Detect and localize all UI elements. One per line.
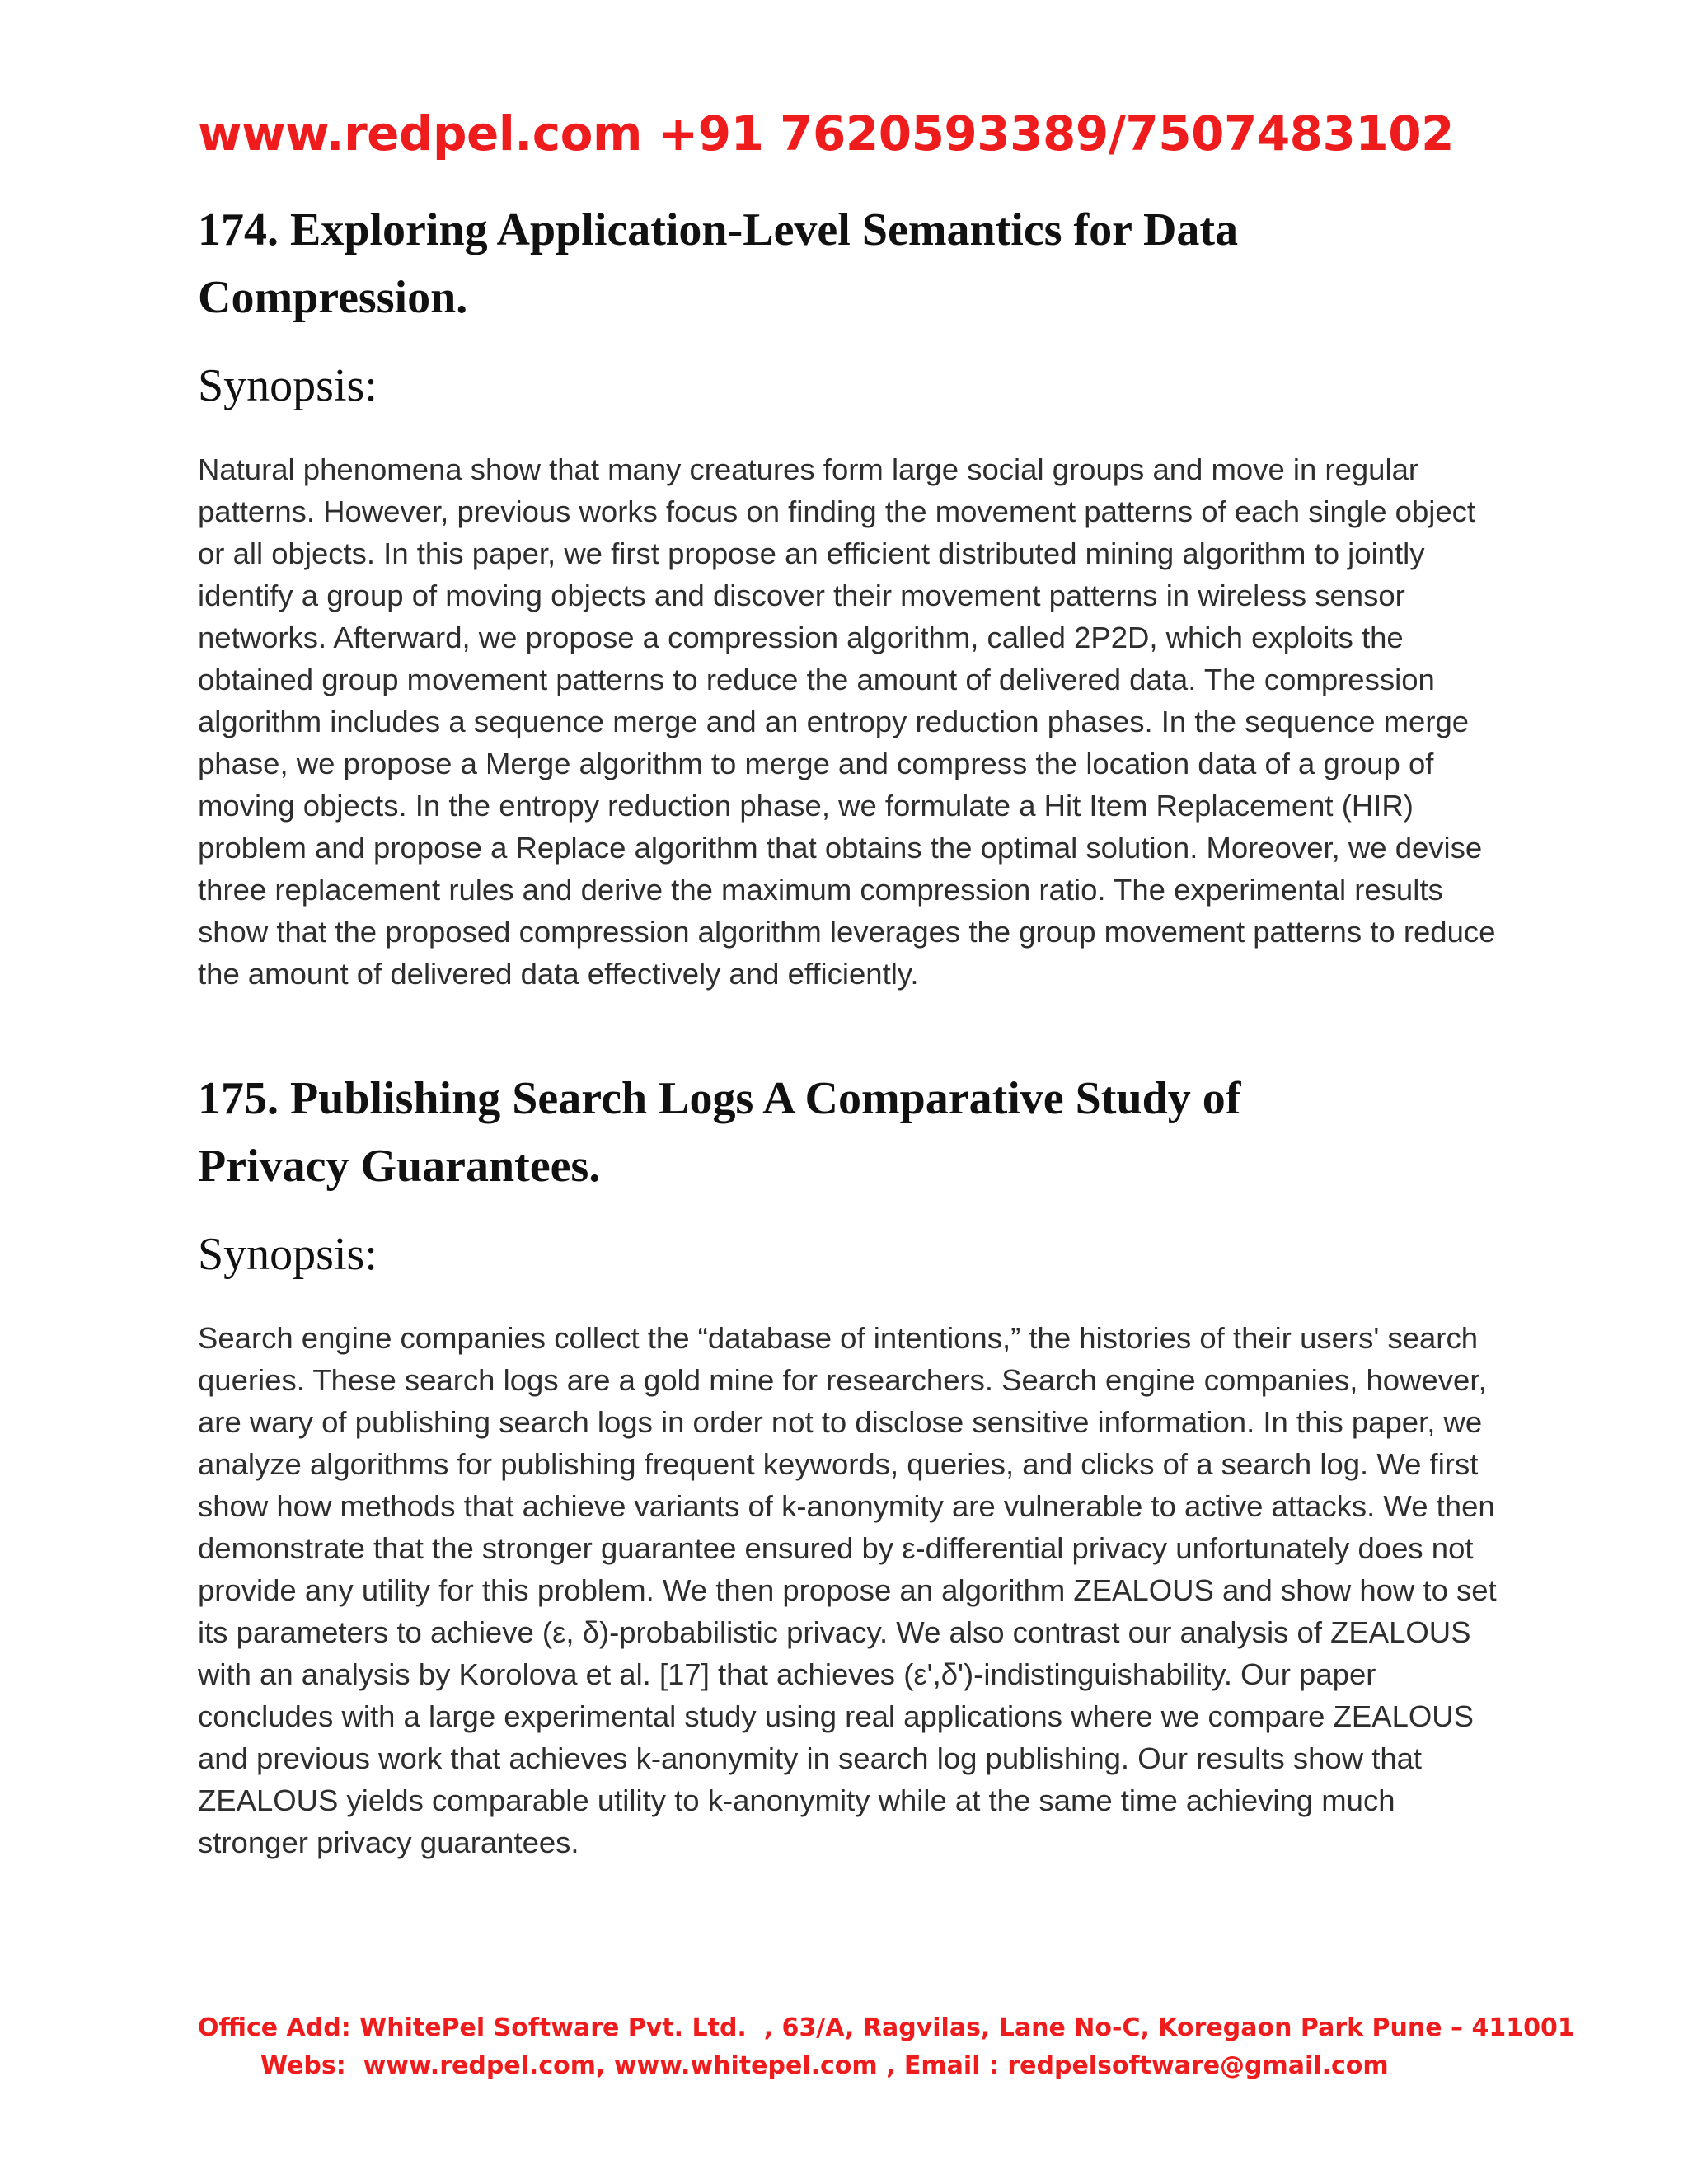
entry-number: 174. <box>198 204 279 255</box>
entry-title <box>198 1065 1500 1200</box>
footer-websites-email: Webs: www.redpel.com, www.whitepel.com , Email : redpelsoftware@gmail.com <box>260 2051 1389 2080</box>
entry-title-line-2: Privacy Guarantees. <box>198 1141 601 1192</box>
header-contact-line: www.redpel.com +91 7620593389/7507483102 <box>198 105 1454 162</box>
entry-175 <box>198 1065 1500 1863</box>
synopsis-label: Synopsis: <box>198 1229 377 1280</box>
footer-office-address: Office Add: WhitePel Software Pvt. Ltd. , 63/A, Ragvilas, Lane No-C, Koregaon Park Pune – 411001 <box>198 2013 1575 2042</box>
synopsis-label: Synopsis: <box>198 360 377 411</box>
entry-title <box>198 196 1500 331</box>
entry-174 <box>198 196 1500 995</box>
entry-title-line-1: Exploring Application-Level Semantics for Data <box>290 204 1239 255</box>
entry-title-line-1: Publishing Search Logs A Comparative Study of <box>290 1073 1241 1124</box>
synopsis-text: Natural phenomena show that many creatures form large social groups and move in regular patterns. However, previous works focus on finding the movement patterns of each single object or all objects. In this paper, we first propose an efficient distributed mining algorithm to jointly identify a group of moving objects and discover their movement patterns in wireless sensor networks. Afterward, we propose a compression algorithm, called 2P2D, which exploits the obtained group movement patterns to reduce the amount of delivered data. The compression algorithm includes a sequence merge and an entropy reduction phases. In the sequence merge phase, we propose a Merge algorithm to merge and compress the location data of a group of moving objects. In the entropy reduction phase, we formulate a Hit Item Replacement (HIR) problem and propose a Replace algorithm that obtains the optimal solution. Moreover, we devise three replacement rules and derive the maximum compression ratio. The experimental results show that the proposed compression algorithm leverages the group movement patterns to reduce the amount of delivered data effectively and efficiently. <box>198 452 1496 991</box>
synopsis-text: Search engine companies collect the “database of intentions,” the histories of their users' search queries. These search logs are a gold mine for researchers. Search engine companies, however, are wary of publishing search logs in order not to disclose sensitive information. In this paper, we analyze algorithms for publishing frequent keywords, queries, and clicks of a search log. We first show how methods that achieve variants of k-anonymity are vulnerable to active attacks. We then demonstrate that the stronger guarantee ensured by ε-differential privacy unfortunately does not provide any utility for this problem. We then propose an algorithm ZEALOUS and show how to set its parameters to achieve (ε, δ)-probabilistic privacy. We also contrast our analysis of ZEALOUS with an analysis by Korolova et al. [17] that achieves (ε',δ')-indistinguishability. Our paper concludes with a large experimental study using real applications where we compare ZEALOUS and previous work that achieves k-anonymity in search log publishing. Our results show that ZEALOUS yields comparable utility to k-anonymity while at the same time achieving much stronger privacy guarantees. <box>198 1321 1497 1859</box>
entry-title-line-2: Compression. <box>198 272 468 323</box>
entry-number: 175. <box>198 1073 279 1124</box>
